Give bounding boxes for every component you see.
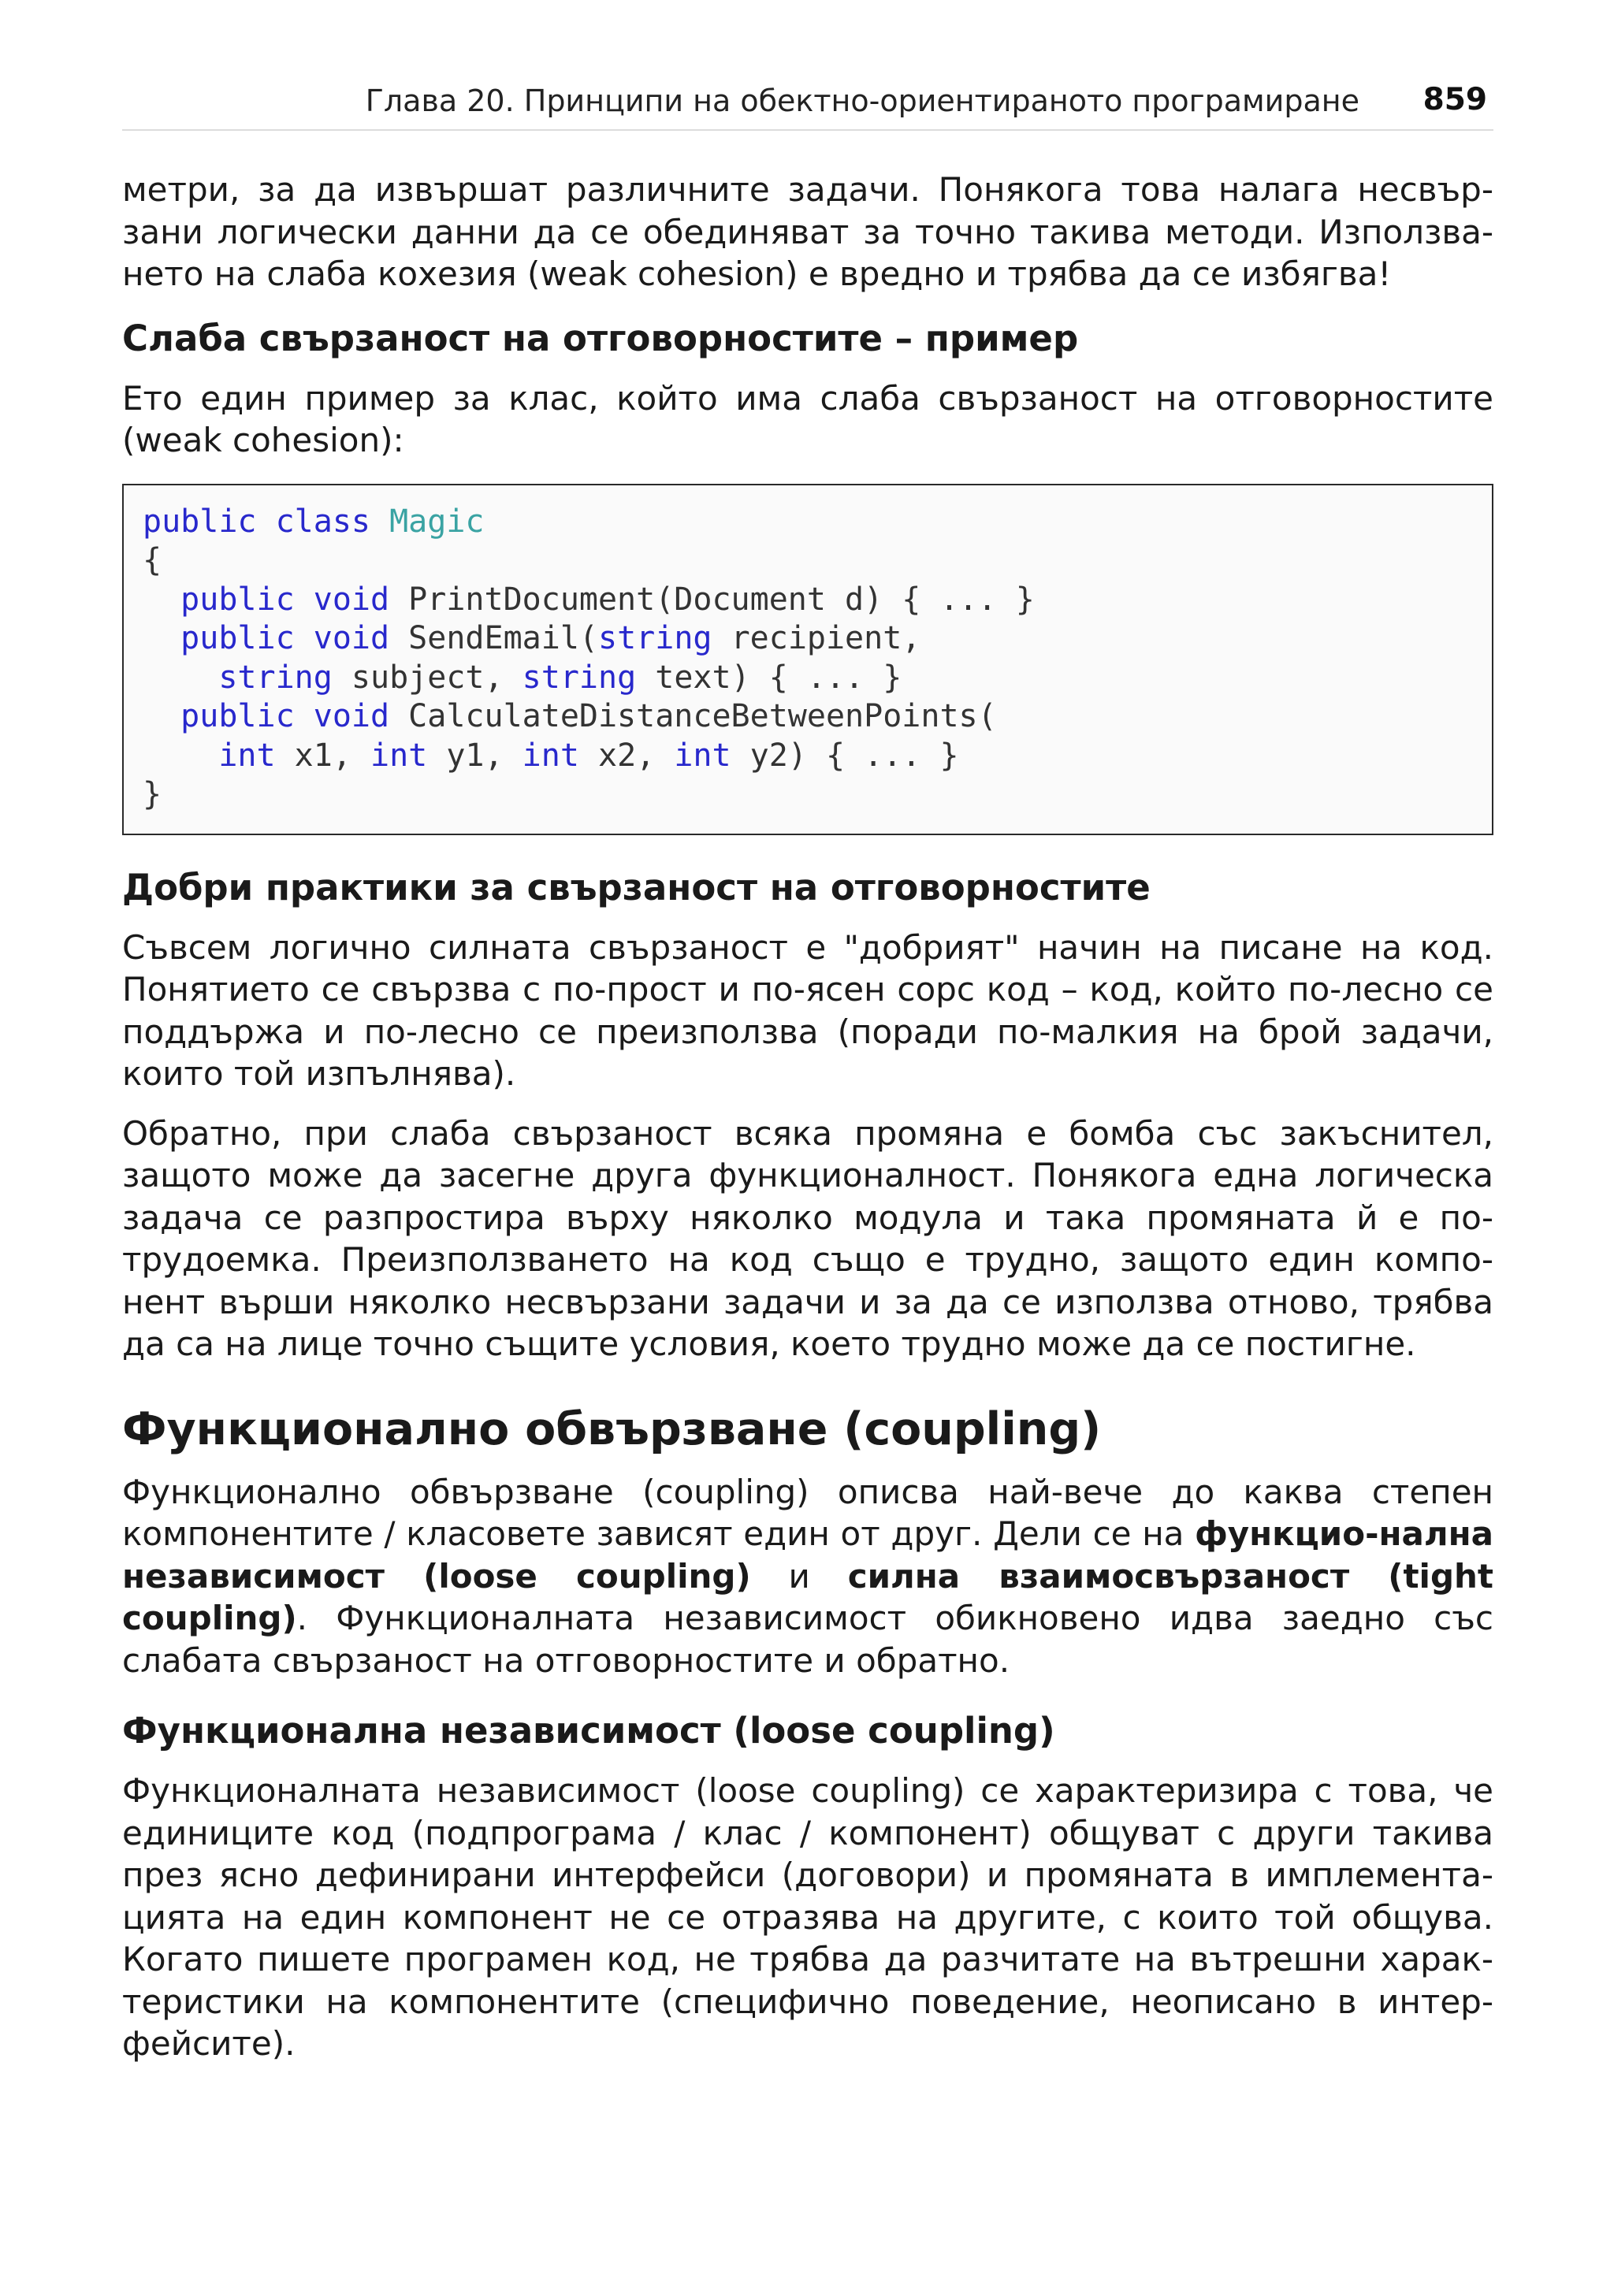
code-text: PrintDocument(Document d) { ... } — [408, 581, 1035, 618]
code-indent — [143, 581, 180, 618]
code-text: recipient, — [712, 620, 921, 656]
code-type: Magic — [389, 503, 485, 540]
coupling-text: Функционално обвързване (coupling) описва най-вече до каква степен компонентите / класовете зависят един от друг. Дели се на — [122, 1472, 1493, 1553]
coupling-paragraph — [122, 1471, 1493, 1682]
code-indent — [143, 737, 218, 774]
code-keyword: public void — [180, 620, 409, 656]
running-header — [122, 82, 1493, 131]
code-line — [143, 659, 1473, 698]
code-keyword: public void — [180, 698, 409, 734]
coupling-text: и — [750, 1556, 848, 1596]
code-text: x2, — [578, 737, 675, 774]
code-text: x1, — [275, 737, 370, 774]
code-keyword: int — [522, 737, 579, 774]
page-number: 859 — [1422, 82, 1487, 117]
loose-coupling-term: функцио-нална независимост (loose coupling) — [122, 1514, 1493, 1596]
code-text: SendEmail( — [408, 620, 598, 656]
code-line — [143, 619, 1473, 659]
weak-cohesion-example-paragraph: Ето един пример за клас, който има слаба свързаност на отговорностите (weak cohesion): — [122, 378, 1493, 459]
code-line — [143, 581, 1473, 620]
code-keyword: int — [218, 737, 276, 774]
code-line — [143, 697, 1473, 737]
code-indent — [143, 620, 180, 656]
code-keyword: string — [218, 659, 333, 696]
code-line: { — [143, 542, 162, 578]
code-line: } — [143, 776, 162, 812]
code-text: CalculateDistanceBetweenPoints( — [408, 698, 997, 734]
code-keyword: string — [597, 620, 712, 656]
code-line — [143, 737, 1473, 776]
good-practices-paragraph-2: Обратно, при слаба свързаност всяка промяна е бомба със закъснител, защото може да засегне друга функционалност. Понякога една логическа задача се разпростира върху няколко модула и така промяната й е по-трудоемка. Преизползването на код също е трудно, защото един компо-нент върши няколко несвързани задачи и за да се използва отново, трябва да са на лице точно същите условия, което трудно може да се постигне. — [122, 1113, 1493, 1363]
code-text: subject, — [332, 659, 523, 696]
tight-coupling-term: силна взаимосвързаност (tight coupling) — [122, 1556, 1493, 1637]
loose-coupling-paragraph: Функционалната независимост (loose coupling) се характеризира с това, че единиците код (подпрограма / клас / компонент) общуват с други такива през ясно дефинирани интерфейси (договори) и промяната в имплемента-цията на един компонент не се отразява на другите, с които той общува. Когато пишете програмен код, не трябва да разчитате на вътрешни харак-теристики на компонентите (специфично поведение, неописано в интер-фейсите). — [122, 1771, 1493, 2063]
good-practices-paragraph-1: Съвсем логично силната свързаност е "добрият" начин на писане на код. Понятието се свързва с по-прост и по-ясен сорс код – код, който по-лесно се поддържа и по-лесно се преизползва (поради по-малкия на брой задачи, които той изпълнява). — [122, 927, 1493, 1093]
heading-loose-coupling: Функционална независимост (loose coupling) — [122, 1710, 1055, 1752]
chapter-title: Глава 20. Принципи на обектно-ориентираното програмиране — [365, 84, 1359, 118]
code-indent — [143, 659, 218, 696]
coupling-text: . Функционалната независимост обикновено идва заедно със слабата свързаност на отговорностите и обратно. — [122, 1599, 1493, 1680]
page-content — [122, 169, 1493, 2065]
code-listing — [122, 484, 1493, 835]
code-line — [143, 503, 1473, 542]
code-keyword: int — [370, 737, 428, 774]
intro-paragraph: метри, за да извършат различните задачи. Понякога това налага несвър-зани логически данни да се обединяват за точно такива методи. Използва-нето на слаба кохезия (weak cohesion) е вредно и трябва да се избягва! — [122, 170, 1493, 293]
code-keyword: public class — [143, 503, 390, 540]
code-keyword: int — [674, 737, 731, 774]
code-keyword: public void — [180, 581, 409, 618]
code-text: y1, — [427, 737, 523, 774]
code-keyword: string — [522, 659, 637, 696]
code-indent — [143, 698, 180, 734]
code-text: text) { ... } — [636, 659, 902, 696]
code-text: y2) { ... } — [731, 737, 959, 774]
heading-weak-cohesion-example: Слаба свързаност на отговорностите – пример — [122, 317, 1079, 359]
heading-coupling: Функционално обвързване (coupling) — [122, 1402, 1102, 1455]
heading-good-practices: Добри практики за свързаност на отговорностите — [122, 866, 1151, 908]
